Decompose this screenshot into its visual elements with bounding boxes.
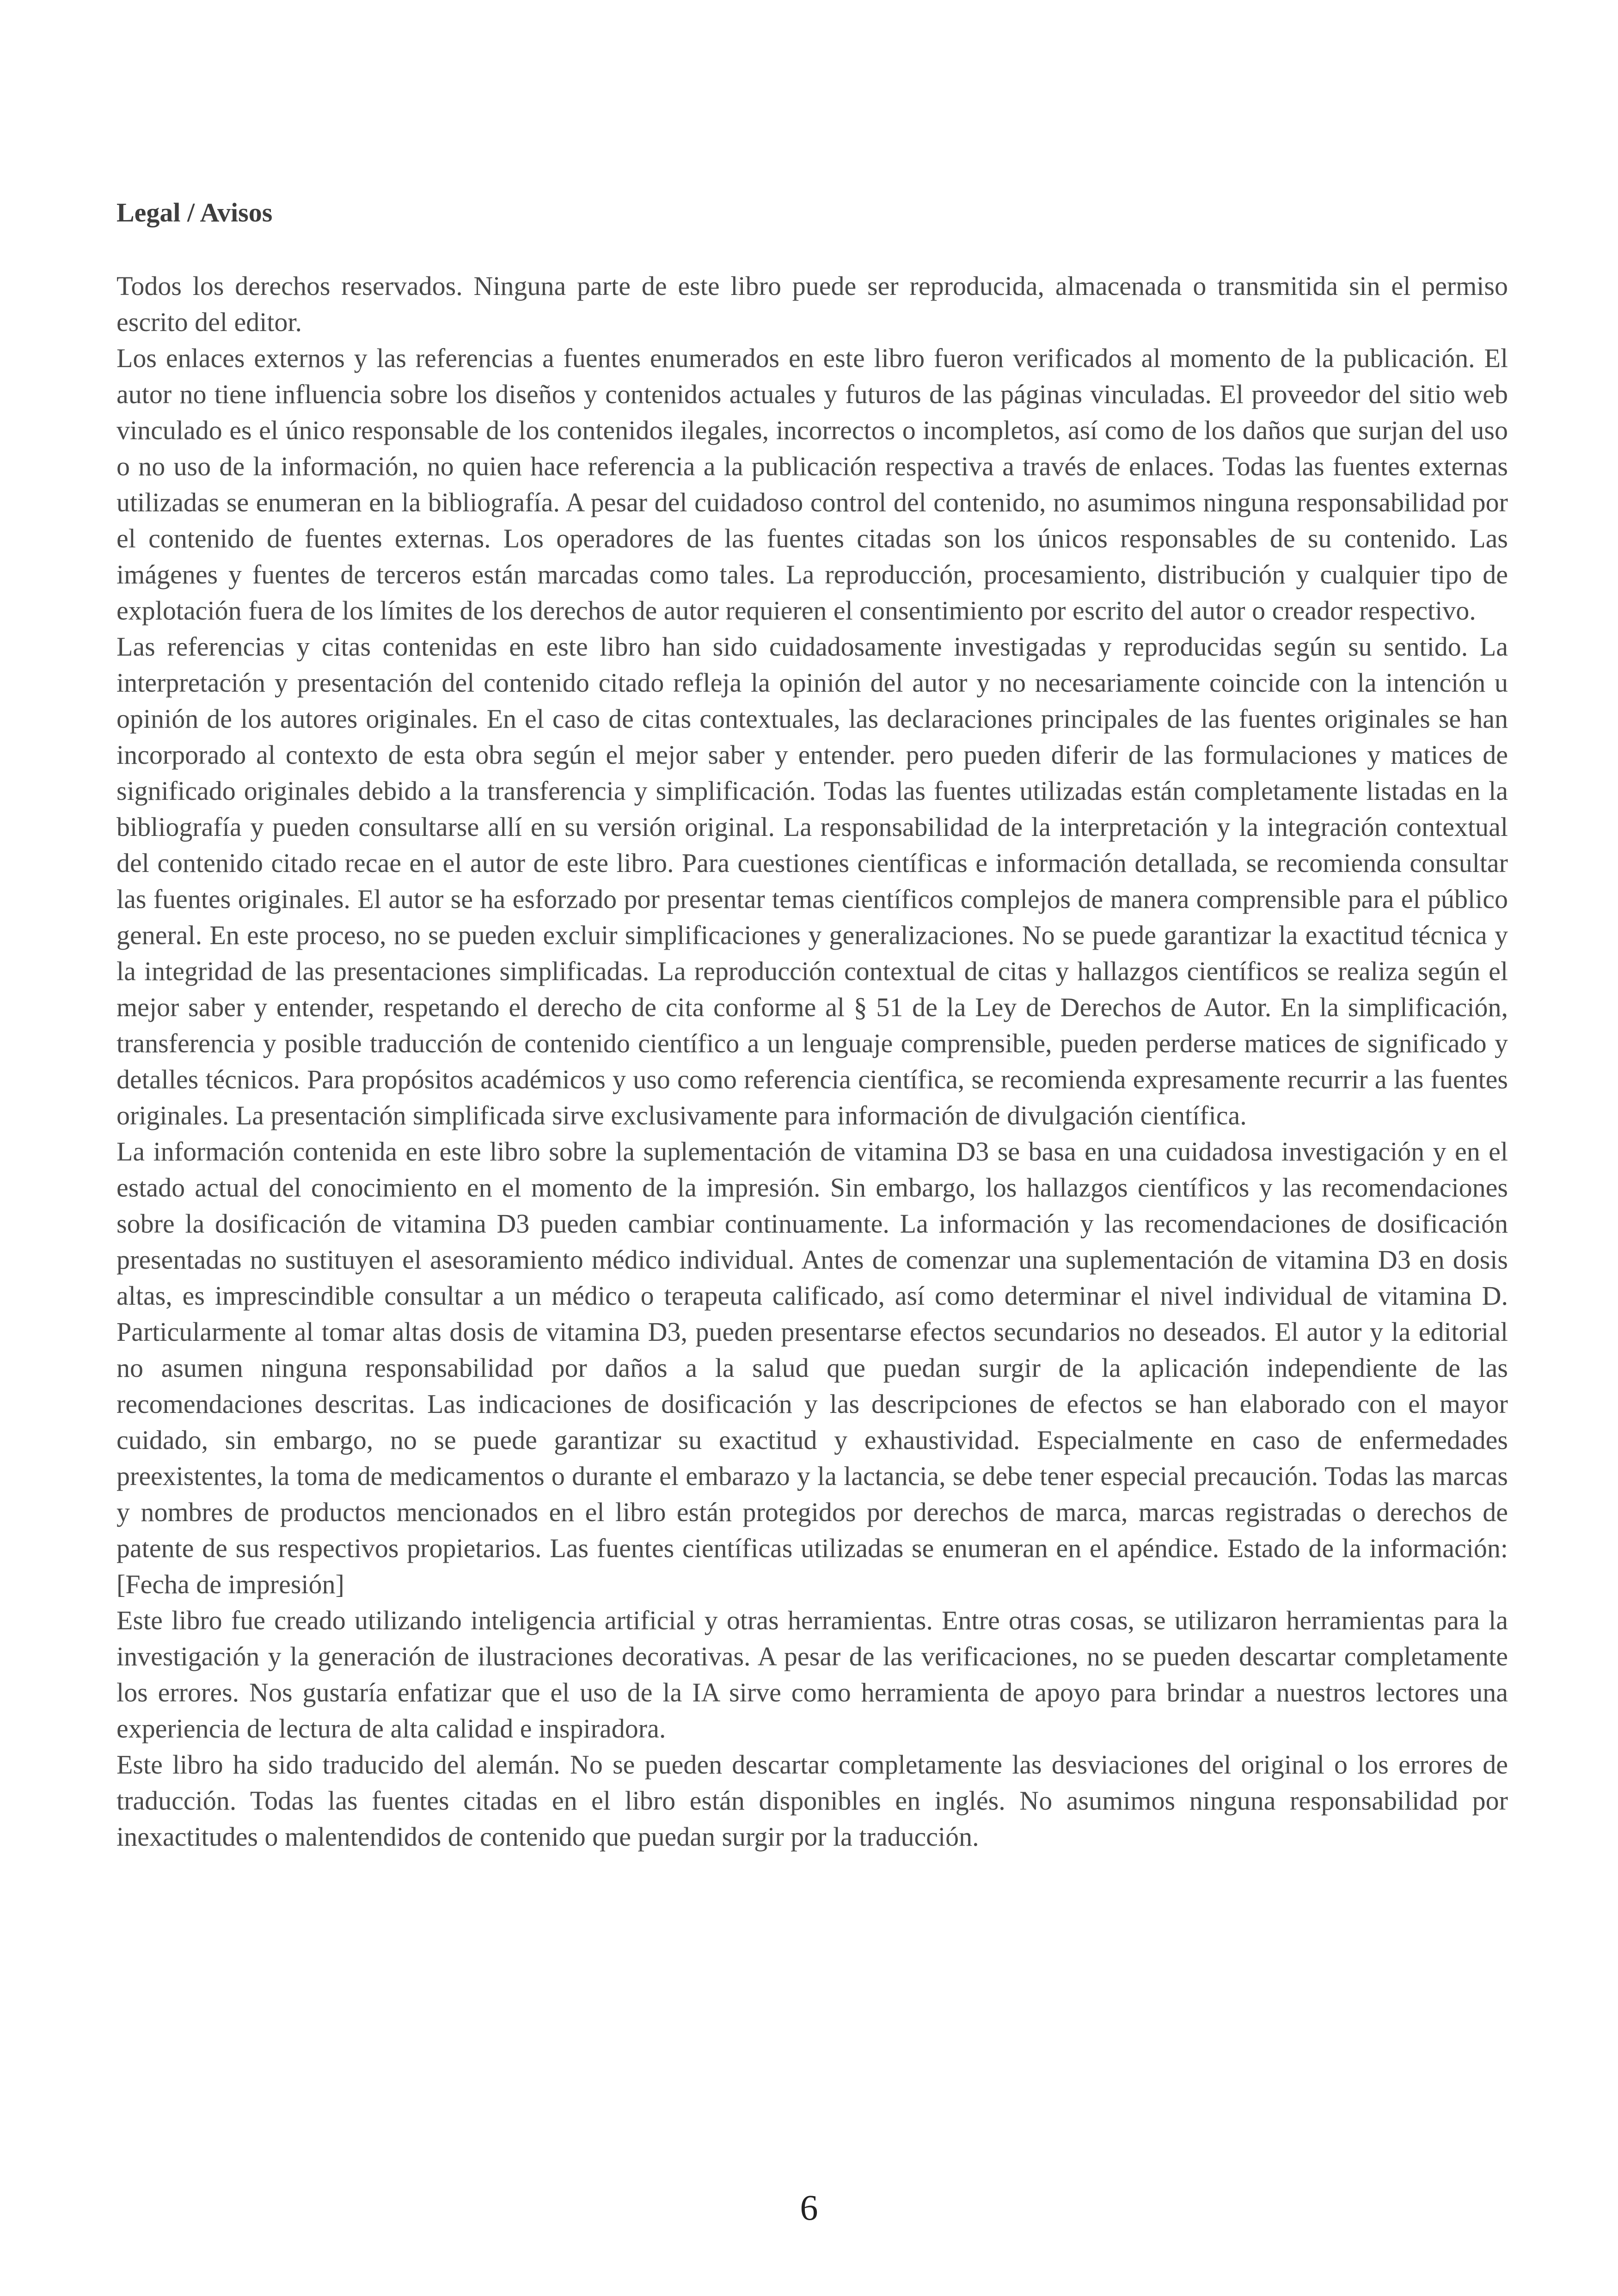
paragraph-translation: Este libro ha sido traducido del alemán. No se pueden descartar completamente las desviaciones del original o los errores de traducción. Todas las fuentes citadas en el libro están disponibles en inglés. No asumimos ninguna responsabilidad por inexactitudes o malentendidos de contenido que puedan surgir por la traducción. — [116, 1750, 1508, 1852]
paragraph-external-links: Los enlaces externos y las referencias a fuentes enumerados en este libro fueron verificados al momento de la publicación. El autor no tiene influencia sobre los diseños y contenidos actuales y futuros de las páginas vinculadas. El proveedor del sitio web vinculado es el único responsable de los contenidos ilegales, incorrectos o incompletos, así como de los daños que surjan del uso o no uso de la información, no quien hace referencia a la publicación respectiva a través de enlaces. Todas las fuentes externas utilizadas se enumeran en la bibliografía. A pesar del cuidadoso control del contenido, no asumimos ninguna responsabilidad por el contenido de fuentes externas. Los operadores de las fuentes citadas son los únicos responsables de su contenido. Las imágenes y fuentes de terceros están marcadas como tales. La reproducción, procesamiento, distribución y cualquier tipo de explotación fuera de los límites de los derechos de autor requieren el consentimiento por escrito del autor o creador respectivo. — [116, 343, 1508, 626]
section-heading: Legal / Avisos — [116, 197, 273, 227]
paragraph-rights-reserved: Todos los derechos reservados. Ninguna parte de este libro puede ser reproducida, almacenada o transmitida sin el permiso escrito del editor. — [116, 271, 1508, 337]
page-body — [116, 194, 1508, 1855]
page-number: 6 — [800, 2187, 818, 2228]
paragraph-ai-usage: Este libro fue creado utilizando inteligencia artificial y otras herramientas. Entre otras cosas, se utilizaron herramientas para la investigación y la generación de ilustraciones decorativas. A pesar de las verificaciones, no se pueden descartar completamente los errores. Nos gustaría enfatizar que el uso de la IA sirve como herramienta de apoyo para brindar a nuestros lectores una experiencia de lectura de alta calidad e inspiradora. — [116, 1605, 1508, 1743]
paragraph-vitamin-d3-disclaimer: La información contenida en este libro sobre la suplementación de vitamina D3 se basa en una cuidadosa investigación y en el estado actual del conocimiento en el momento de la impresión. Sin embargo, los hallazgos científicos y las recomendaciones sobre la dosificación de vitamina D3 pueden cambiar continuamente. La información y las recomendaciones de dosificación presentadas no sustituyen el asesoramiento médico individual. Antes de comenzar una suplementación de vitamina D3 en dosis altas, es imprescindible consultar a un médico o terapeuta calificado, así como determinar el nivel individual de vitamina D. Particularmente al tomar altas dosis de vitamina D3, pueden presentarse efectos secundarios no deseados. El autor y la editorial no asumen ninguna responsabilidad por daños a la salud que puedan surgir de la aplicación independiente de las recomendaciones descritas. Las indicaciones de dosificación y las descripciones de efectos se han elaborado con el mayor cuidado, sin embargo, no se puede garantizar su exactitud y exhaustividad. Especialmente en caso de enfermedades preexistentes, la toma de medicamentos o durante el embarazo y la lactancia, se debe tener especial precaución. Todas las marcas y nombres de productos mencionados en el libro están protegidos por derechos de marca, marcas registradas o derechos de patente de sus respectivos propietarios. Las fuentes científicas utilizadas se enumeran en el apéndice. Estado de la información: [Fecha de impresión] — [116, 1136, 1508, 1599]
paragraph-citations: Las referencias y citas contenidas en este libro han sido cuidadosamente investigadas y reproducidas según su sentido. La interpretación y presentación del contenido citado refleja la opinión del autor y no necesariamente coincide con la intención u opinión de los autores originales. En el caso de citas contextuales, las declaraciones principales de las fuentes originales se han incorporado al contexto de esta obra según el mejor saber y entender. pero pueden diferir de las formulaciones y matices de significado originales debido a la transferencia y simplificación. Todas las fuentes utilizadas están completamente listadas en la bibliografía y pueden consultarse allí en su versión original. La responsabilidad de la interpretación y la integración contextual del contenido citado recae en el autor de este libro. Para cuestiones científicas e información detallada, se recomienda consultar las fuentes originales. El autor se ha esforzado por presentar temas científicos complejos de manera comprensible para el público general. En este proceso, no se pueden excluir simplificaciones y generalizaciones. No se puede garantizar la exactitud técnica y la integridad de las presentaciones simplificadas. La reproducción contextual de citas y hallazgos científicos se realiza según el mejor saber y entender, respetando el derecho de cita conforme al § 51 de la Ley de Derechos de Autor. En la simplificación, transferencia y posible traducción de contenido científico a un lenguaje comprensible, pueden perderse matices de significado y detalles técnicos. Para propósitos académicos y uso como referencia científica, se recomienda expresamente recurrir a las fuentes originales. La presentación simplificada sirve exclusivamente para información de divulgación científica. — [116, 632, 1508, 1130]
